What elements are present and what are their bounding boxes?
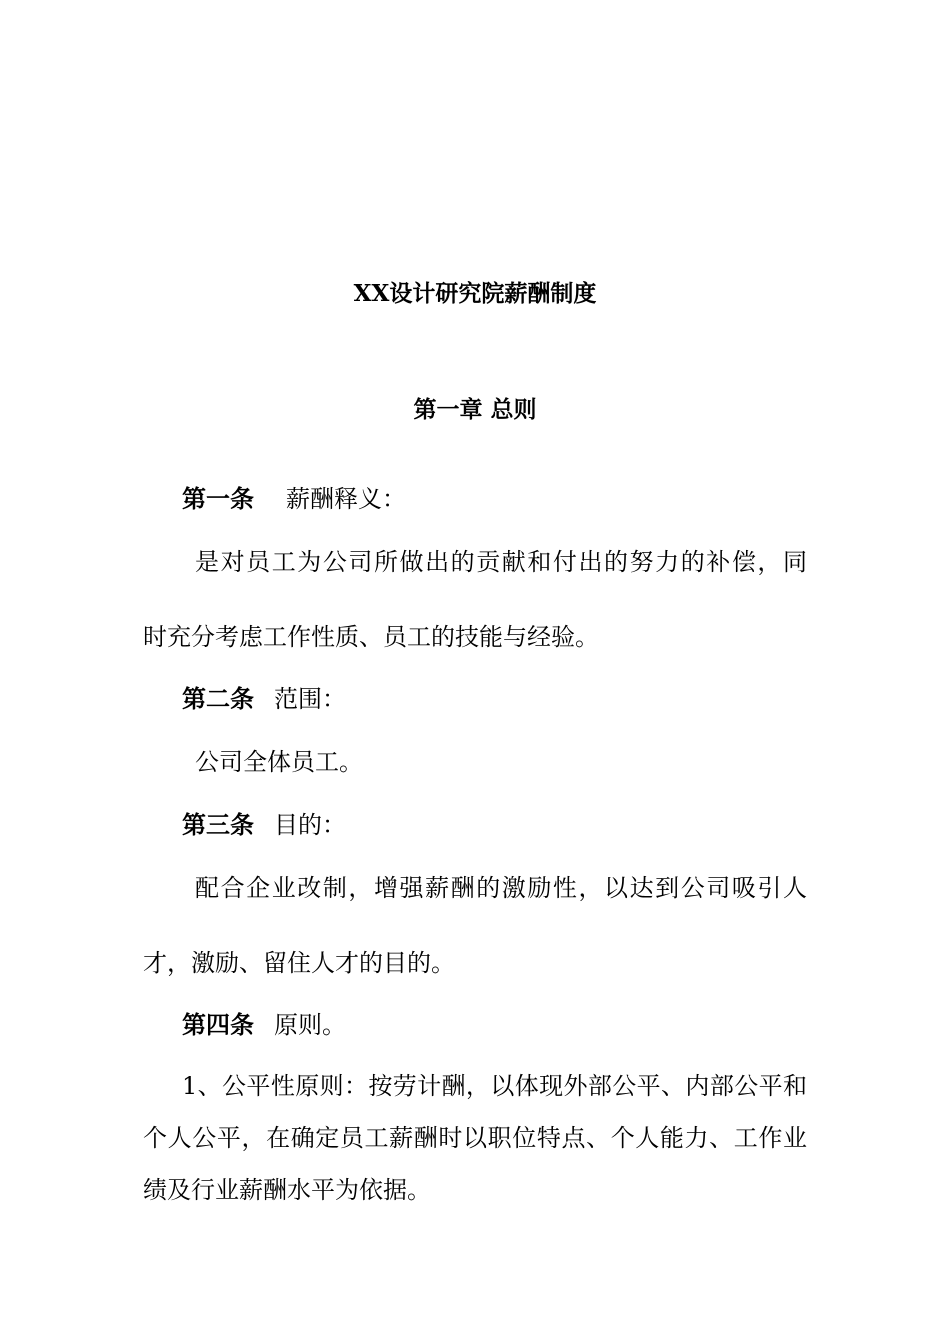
article-4-title: 原则。	[274, 1011, 346, 1039]
article-1-title: 薪酬释义：	[286, 485, 406, 513]
article-4-label: 第四条	[182, 1010, 254, 1039]
article-3-line-1: 配合企业改制，增强薪酬的激励性，以达到公司吸引人	[195, 874, 807, 902]
article-1-label: 第一条	[182, 484, 254, 513]
article-4-line-3: 绩及行业薪酬水平为依据。	[143, 1176, 431, 1204]
article-1-line-1: 是对员工为公司所做出的贡献和付出的努力的补偿，同	[195, 548, 807, 576]
article-4-line-1: 1、公平性原则：按劳计酬，以体现外部公平、内部公平和	[182, 1072, 807, 1100]
article-2-label: 第二条	[182, 684, 254, 713]
article-4-heading	[182, 1010, 346, 1040]
article-3-heading	[182, 810, 346, 840]
chapter-heading: 第一章 总则	[413, 396, 537, 423]
article-2-heading	[182, 684, 346, 714]
article-1-heading	[182, 484, 406, 514]
article-2-line-1: 公司全体员工。	[195, 748, 363, 776]
article-3-label: 第三条	[182, 810, 254, 839]
document-title: XX设计研究院薪酬制度	[353, 280, 597, 307]
article-1-line-2: 时充分考虑工作性质、员工的技能与经验。	[143, 623, 599, 651]
article-3-title: 目的：	[274, 811, 346, 839]
article-2-title: 范围：	[274, 685, 346, 713]
article-3-line-2: 才，激励、留住人才的目的。	[143, 949, 455, 977]
article-4-line-2: 个人公平，在确定员工薪酬时以职位特点、个人能力、工作业	[143, 1124, 807, 1152]
